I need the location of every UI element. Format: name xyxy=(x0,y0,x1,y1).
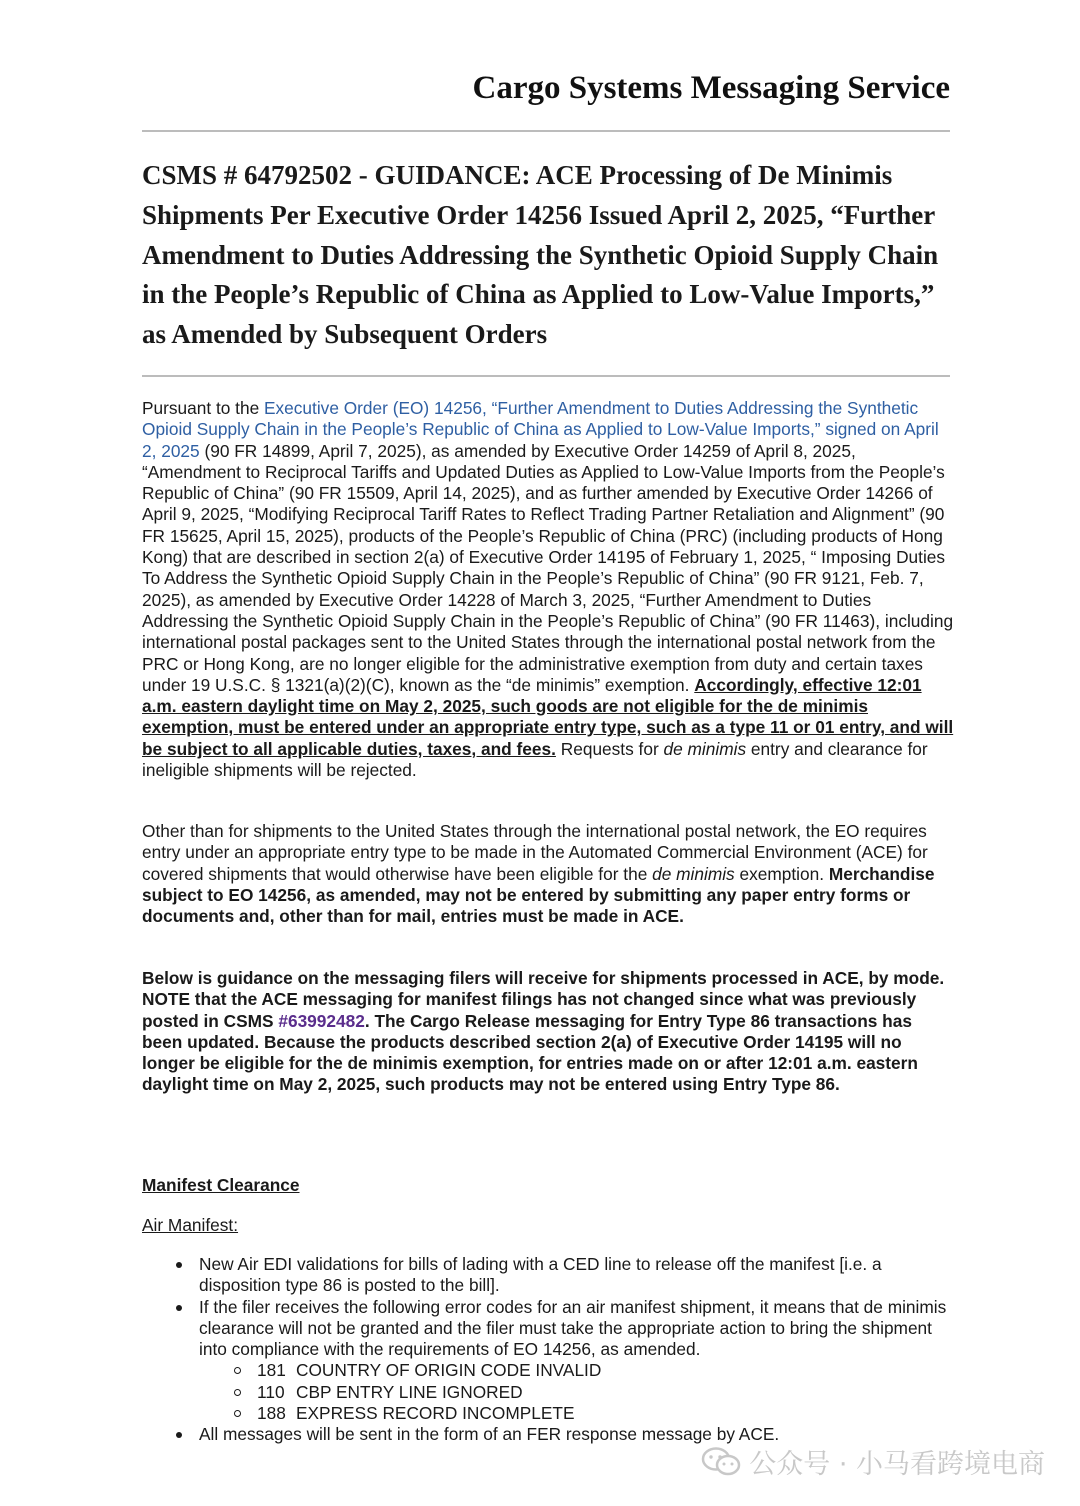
p3-text-b: . The Cargo Release messaging for Entry Type 86 transactions has been updated. Because the products described section 2(a) of Executive Order 14195 will no longer be eligible for the de minimis exemption, for entries made on or after 12:01 a.m. eastern daylight time on May 2, 2025, such products may not be entered using Entry Type 86. xyxy=(142,1010,918,1095)
p1-tail-italic: de minimis xyxy=(663,738,747,759)
p2-bold-notice: Merchandise subject to EO 14256, as amended, may not be entered by submitting any paper entry forms or documents and, other than for mail, entries must be made in ACE. xyxy=(142,863,935,927)
error-code-item xyxy=(142,1382,954,1403)
p1-lead: Pursuant to the xyxy=(142,398,265,418)
hollow-bullet-icon xyxy=(234,1410,241,1417)
error-description: EXPRESS RECORD INCOMPLETE xyxy=(296,1403,575,1424)
csms-63992482-link[interactable]: #63992482 xyxy=(278,1010,365,1031)
p2-text-a: Other than for shipments to the United States through the international postal network, the EO requires entry under an appropriate entry type to be made in the Automated Commercial Environment (ACE) for covered shipments that would otherwise have been eligible for the xyxy=(142,821,928,884)
error-code: 181 xyxy=(257,1360,286,1381)
bullet-dot-icon xyxy=(176,1305,182,1311)
p3-text-a: Below is guidance on the messaging filers will receive for shipments processed in ACE, by mode. NOTE that the ACE messaging for manifest filings has not changed since what was previously posted in CSMS xyxy=(142,968,945,1031)
watermark-text: 公众号 · 小马看跨境电商 xyxy=(749,1449,1045,1480)
error-code-item xyxy=(142,1360,954,1381)
bullet-dot-icon xyxy=(176,1262,182,1268)
hollow-bullet-icon xyxy=(234,1367,241,1374)
p2-italic: de minimis xyxy=(652,863,735,884)
eo-14256-link[interactable]: Executive Order (EO) 14256, “Further Amendment to Duties Addressing the Synthetic Opioid Supply Chain in the People’s Republic of China as Applied to Low-Value Imports,” signed on April 2, 2025 xyxy=(142,398,939,461)
bullet-text: All messages will be sent in the form of an FER response message by ACE. xyxy=(199,1424,780,1445)
service-title: Cargo Systems Messaging Service xyxy=(472,70,950,106)
air-manifest-heading: Air Manifest: xyxy=(142,1215,239,1235)
paragraph-pursuant xyxy=(142,398,954,781)
paragraph-guidance xyxy=(142,968,954,1096)
bullet-dot-icon xyxy=(176,1432,182,1438)
error-code-item xyxy=(142,1403,954,1424)
hollow-bullet-icon xyxy=(234,1389,241,1396)
watermark xyxy=(701,1442,1045,1481)
p1-tail-b: entry and clearance for ineligible shipments will be rejected. xyxy=(142,738,928,781)
error-description: CBP ENTRY LINE IGNORED xyxy=(296,1381,523,1402)
p2-text-b: exemption. xyxy=(734,863,829,884)
header-divider xyxy=(142,130,950,132)
list-item xyxy=(142,1297,954,1361)
p1-body: (90 FR 14899, April 7, 2025), as amended by Executive Order 14259 of April 8, 2025, “Amendment to Reciprocal Tariffs and Updated Duties as Applied to Low-Value Imports from the People’s Republic of China” (90 FR 15509, April 14, 2025), and as further amended by Executive Order 14266 of April 9, 2025, “Modifying Reciprocal Tariff Rates to Reflect Trading Partner Retaliation and Alignment” (90 FR 15625, April 15, 2025), products of the People’s Republic of China (PRC) (including products of Hong Kong) that are described in section 2(a) of Executive Order 14195 of February 1, 2025, “ Imposing Duties To Address the Synthetic Opioid Supply Chain in the People’s Republic of China” (90 FR 9121, Feb. 7, 2025), as amended by Executive Order 14228 of March 3, 2025, “Further Amendment to Duties Addressing the Synthetic Opioid Supply Chain in the People’s Republic of China” (90 FR 11463), including international postal packages sent to the United States through the international postal network from the PRC or Hong Kong, are no longer eligible for the administrative exemption from duty and certain taxes under 19 U.S.C. § 1321(a)(2)(C), known as the “de minimis” exemption. xyxy=(142,440,954,695)
list-item xyxy=(142,1254,954,1297)
document-title: CSMS # 64792502 - GUIDANCE: ACE Processing of De Minimis Shipments Per Executive Order 14256 Issued April 2, 2025, “Further Amendment to Duties Addressing the Synthetic Opioid Supply Chain in the People’s Republic of China as Applied to Low-Value Imports,” as Amended by Subsequent Orders xyxy=(142,160,939,350)
air-manifest-list xyxy=(142,1254,954,1446)
manifest-clearance-heading: Manifest Clearance xyxy=(142,1175,300,1195)
title-divider xyxy=(142,375,950,377)
error-code: 110 xyxy=(257,1381,285,1402)
wechat-icon xyxy=(701,1446,741,1478)
paragraph-ace-entry xyxy=(142,821,954,927)
p1-tail-a: Requests for xyxy=(555,738,664,759)
error-code: 188 xyxy=(257,1403,286,1424)
error-description: COUNTRY OF ORIGIN CODE INVALID xyxy=(296,1360,602,1381)
bullet-text: If the filer receives the following error codes for an air manifest shipment, it means that de minimis clearance will not be granted and the filer must take the appropriate action to bring the shipment into compliance with the requirements of EO 14256, as amended. xyxy=(199,1296,947,1360)
effective-date-emphasis: Accordingly, effective 12:01 a.m. eastern daylight time on May 2, 2025, such goods are not eligible for the de minimis exemption, must be entered under an appropriate entry type, such as a type 11 or 01 entry, and will be subject to all applicable duties, taxes, and fees. xyxy=(142,674,954,759)
bullet-text: New Air EDI validations for bills of lading with a CED line to release off the manifest [i.e. a disposition type 86 is posted to the bill]. xyxy=(199,1254,882,1296)
